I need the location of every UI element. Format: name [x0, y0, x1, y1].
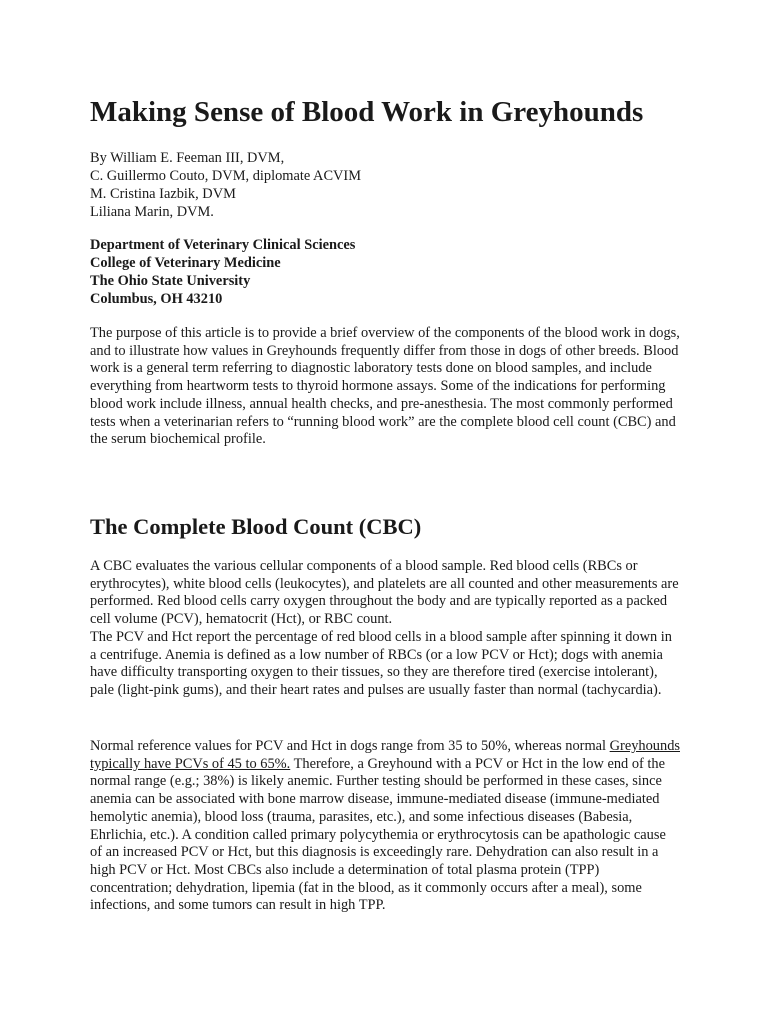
section-heading: The Complete Blood Count (CBC) — [90, 514, 422, 539]
author-line: By William E. Feeman III, DVM, — [90, 150, 285, 166]
reference-text: Normal reference values for PCV and Hct in dogs range from 35 to 50%, whereas normal — [90, 738, 610, 754]
affiliation-line: Columbus, OH 43210 — [90, 291, 223, 307]
cbc-paragraph: The PCV and Hct report the percentage of red blood cells in a blood sample after spinning it down in a centrifuge. Anemia is defined as a low number of RBCs (or a low PCV or Hct); dogs with anemia have difficulty transporting oxygen to their tissues, so they are therefore tired (exercise intolerant), pale (light-pink gums), and their heart rates and pulses are usually faster than normal (tachycardia). — [90, 628, 673, 698]
author-list — [90, 149, 361, 221]
author-line: C. Guillermo Couto, DVM, diplomate ACVIM — [90, 168, 362, 184]
cbc-paragraph: A CBC evaluates the various cellular components of a blood sample. Red blood cells (RBCs or erythrocytes), white blood cells (leukocytes), and platelets are all counted and other measurements are performed. Red blood cells carry oxygen throughout the body and are typically reported as a packed cell volume (PCV), hematocrit (Hct), or RBC count. — [90, 558, 679, 628]
cbc-reference-paragraph — [90, 738, 680, 915]
page-title: Making Sense of Blood Work in Greyhounds — [90, 96, 644, 128]
affiliation-block — [90, 236, 355, 308]
cbc-paragraph-group — [90, 558, 680, 700]
author-line: M. Cristina Iazbik, DVM — [90, 186, 236, 202]
affiliation-line: Department of Veterinary Clinical Sciences — [90, 237, 356, 253]
reference-text-continued: Therefore, a Greyhound with a PCV or Hct in the low end of the normal range (e.g.; 38%) is likely anemic. Further testing should be performed in these cases, since anemia can be associated with bone marrow disease, immune-mediated disease (immune-mediated hemolytic anemia), blood loss (trauma, parasites, etc.), and some infectious diseases (Babesia, Ehrlichia, etc.). A condition called primary polycythemia or erythrocytosis can be apathologic cause of an increased PCV or Hct, but this diagnosis is exceedingly rare. Dehydration can also result in a high PCV or Hct. Most CBCs also include a determination of total plasma protein (TPP) concentration; dehydration, lipemia (fat in the blood, as it commonly occurs after a meal), some infections, and some tumors can result in high TPP. — [90, 755, 666, 914]
underlined-text: Greyhounds typically have PCVs of 45 to 65%. — [90, 738, 680, 772]
author-line: Liliana Marin, DVM. — [90, 204, 214, 220]
affiliation-line: The Ohio State University — [90, 273, 251, 289]
affiliation-line: College of Veterinary Medicine — [90, 255, 281, 271]
intro-paragraph: The purpose of this article is to provide a brief overview of the components of the blood work in dogs, and to illustrate how values in Greyhounds frequently differ from those in dogs of other breeds. Blood work is a general term referring to diagnostic laboratory tests done on blood samples, and include everything from heartworm tests to thyroid hormone assays. Some of the indications for performing blood work include illness, annual health checks, and pre-anesthesia. The most commonly performed tests when a veterinarian refers to “running blood work” are the complete blood cell count (CBC) and the serum biochemical profile. — [90, 325, 680, 448]
